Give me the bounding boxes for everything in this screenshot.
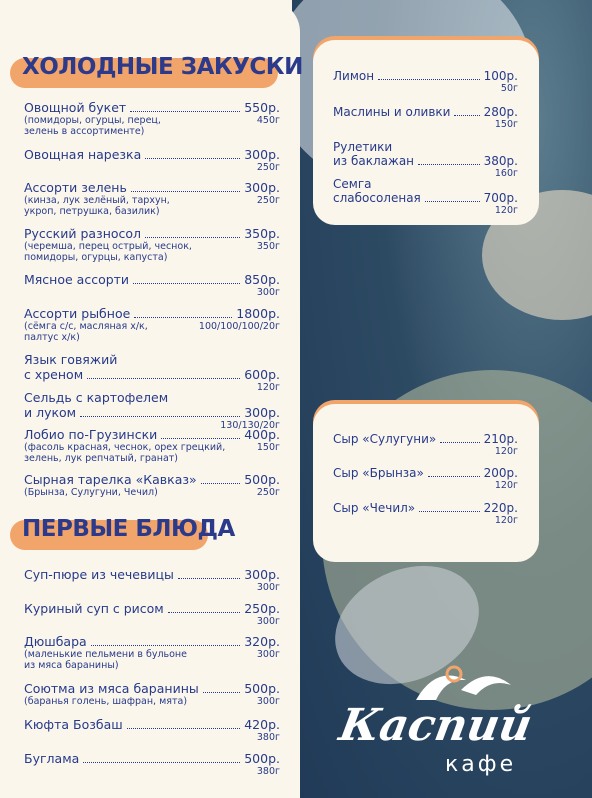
item-description: (маленькие пельмени в бульоне из мяса баранины) — [24, 649, 187, 671]
item-name: Куриный суп с рисом — [24, 601, 164, 616]
item-price: 420р. — [244, 717, 280, 732]
dot-leader — [87, 378, 240, 379]
item-weight: 130/130/20г — [220, 420, 280, 431]
item-price: 500р. — [244, 681, 280, 696]
menu-item — [24, 147, 280, 173]
dot-leader — [454, 115, 479, 116]
item-details — [333, 515, 518, 526]
dot-leader — [178, 578, 240, 579]
item-row — [333, 501, 518, 515]
dot-leader — [378, 79, 480, 80]
item-row — [24, 681, 280, 696]
item-name: Буглама — [24, 751, 80, 766]
item-details — [24, 115, 280, 137]
item-row — [24, 100, 280, 115]
item-details — [24, 487, 280, 498]
item-weight: 250г — [256, 195, 280, 206]
menu-item — [333, 466, 518, 491]
dot-leader — [131, 191, 240, 192]
item-weight: 250г — [256, 487, 280, 498]
item-row — [24, 567, 280, 582]
item-weight: 120г — [494, 480, 518, 491]
item-name-line — [333, 140, 518, 154]
item-row — [24, 367, 280, 382]
item-price: 1800р. — [236, 306, 280, 321]
section-title-text: ХОЛОДНЫЕ ЗАКУСКИ — [22, 54, 303, 80]
item-name: Русский разносол — [24, 226, 142, 241]
section-title-text: ПЕРВЫЕ БЛЮДА — [22, 516, 235, 542]
menu-item — [24, 306, 280, 343]
item-weight: 160г — [494, 168, 518, 179]
menu-item — [24, 272, 280, 298]
item-price: 350р. — [244, 226, 280, 241]
item-row — [333, 154, 518, 168]
item-name: Рулетики — [333, 140, 393, 154]
menu-item — [333, 140, 518, 179]
item-details — [24, 616, 280, 627]
item-name: Суп-пюре из чечевицы — [24, 567, 174, 582]
item-details — [24, 195, 280, 217]
item-name: Мясное ассорти — [24, 272, 130, 287]
menu-item — [24, 634, 280, 671]
item-price: 280р. — [483, 105, 518, 119]
item-weight: 120г — [256, 382, 280, 393]
item-weight: 300г — [256, 616, 280, 627]
item-details — [24, 321, 280, 343]
item-weight: 380г — [256, 766, 280, 777]
item-price: 500р. — [244, 472, 280, 487]
item-price: 300р. — [244, 405, 280, 420]
dot-leader — [419, 511, 480, 512]
item-name: из баклажан — [333, 154, 415, 168]
menu-item — [24, 601, 280, 627]
menu-item — [24, 226, 280, 263]
dot-leader — [127, 728, 241, 729]
item-weight: 120г — [494, 446, 518, 457]
cold-appetizers-heading — [10, 54, 303, 88]
dot-leader — [425, 201, 480, 202]
item-details — [24, 582, 280, 593]
menu-item — [24, 681, 280, 707]
dot-leader — [91, 645, 241, 646]
dot-leader — [134, 317, 232, 318]
item-row — [333, 191, 518, 205]
item-description: (помидоры, огурцы, перец, зелень в ассортименте) — [24, 115, 161, 137]
item-row — [24, 226, 280, 241]
item-row — [24, 601, 280, 616]
item-description: (Брынза, Сулугуни, Чечил) — [24, 487, 158, 498]
menu-item — [24, 567, 280, 593]
item-name: Лобио по-Грузински — [24, 427, 158, 442]
dot-leader — [80, 416, 240, 417]
item-name: Сыр «Брынза» — [333, 466, 424, 480]
menu-item — [333, 432, 518, 457]
item-price: 550р. — [244, 100, 280, 115]
item-row — [24, 717, 280, 732]
item-name: и луком — [24, 405, 77, 420]
item-name-line — [333, 177, 518, 191]
item-details — [333, 480, 518, 491]
item-row — [24, 147, 280, 162]
item-price: 220р. — [483, 501, 518, 515]
dot-leader — [161, 438, 240, 439]
dot-leader — [130, 111, 240, 112]
item-name: Семга — [333, 177, 372, 191]
item-price: 320р. — [244, 634, 280, 649]
item-name: Дюшбара — [24, 634, 87, 649]
item-price: 200р. — [483, 466, 518, 480]
item-price: 850р. — [244, 272, 280, 287]
first-courses-heading — [10, 516, 235, 550]
item-name: с хреном — [24, 367, 84, 382]
item-row — [24, 180, 280, 195]
item-description: (черемша, перец острый, чеснок, помидоры, огурцы, капуста) — [24, 241, 192, 263]
dot-leader — [133, 283, 240, 284]
item-weight: 120г — [494, 515, 518, 526]
item-row — [24, 634, 280, 649]
logo-name: Каспий — [335, 700, 536, 751]
logo-subtitle: кафе — [445, 752, 517, 777]
item-name-line — [24, 390, 280, 405]
item-details — [333, 446, 518, 457]
item-row — [24, 751, 280, 766]
item-name: Сыр «Сулугуни» — [333, 432, 437, 446]
item-name: Лимон — [333, 69, 375, 83]
dot-leader — [440, 442, 479, 443]
item-weight: 380г — [256, 732, 280, 743]
item-details — [333, 83, 518, 94]
item-description: (баранья голень, шафран, мята) — [24, 696, 188, 707]
item-row — [24, 405, 280, 420]
item-name: Ассорти рыбное — [24, 306, 131, 321]
item-weight: 450г — [256, 115, 280, 126]
item-weight: 300г — [256, 582, 280, 593]
dot-leader — [168, 612, 240, 613]
dot-leader — [83, 762, 240, 763]
menu-item — [24, 472, 280, 498]
menu-item — [24, 717, 280, 743]
menu-item — [24, 751, 280, 777]
item-name-line — [24, 352, 280, 367]
item-price: 700р. — [483, 191, 518, 205]
menu-item — [24, 180, 280, 217]
item-details — [24, 649, 280, 671]
item-price: 300р. — [244, 567, 280, 582]
item-row — [24, 472, 280, 487]
dot-leader — [418, 164, 480, 165]
item-row — [333, 105, 518, 119]
item-price: 600р. — [244, 367, 280, 382]
dot-leader — [145, 237, 240, 238]
item-description: (кинза, лук зелёный, тархун, укроп, петрушка, базилик) — [24, 195, 170, 217]
item-details — [24, 287, 280, 298]
item-details — [333, 205, 518, 216]
dot-leader — [428, 476, 480, 477]
menu-item — [24, 427, 280, 464]
item-description: (фасоль красная, чеснок, орех грецкий, зелень, лук репчатый, гранат) — [24, 442, 226, 464]
item-name: Сыр «Чечил» — [333, 501, 416, 515]
item-name: Сырная тарелка «Кавказ» — [24, 472, 197, 487]
item-name: слабосоленая — [333, 191, 421, 205]
item-details — [24, 766, 280, 777]
item-price: 300р. — [244, 180, 280, 195]
item-name: Овощная нарезка — [24, 147, 142, 162]
item-weight: 300г — [256, 287, 280, 298]
dot-leader — [145, 158, 240, 159]
item-row — [333, 466, 518, 480]
item-name: Сельдь с картофелем — [24, 390, 169, 405]
item-name: Овощной букет — [24, 100, 127, 115]
item-price: 300р. — [244, 147, 280, 162]
item-name: Маслины и оливки — [333, 105, 451, 119]
item-details — [24, 162, 280, 173]
item-details — [24, 732, 280, 743]
item-weight: 150г — [494, 119, 518, 130]
item-weight: 250г — [256, 162, 280, 173]
item-details — [24, 442, 280, 464]
item-description: (сёмга с/с, масляная х/к, палтус х/к) — [24, 321, 148, 343]
item-weight: 120г — [494, 205, 518, 216]
item-name: Соютма из мяса баранины — [24, 681, 199, 696]
item-price: 250р. — [244, 601, 280, 616]
menu-item — [333, 105, 518, 130]
item-details — [24, 696, 280, 707]
dot-leader — [203, 692, 240, 693]
dot-leader — [201, 483, 241, 484]
item-name: Ассорти зелень — [24, 180, 127, 195]
item-name: Язык говяжий — [24, 352, 118, 367]
item-price: 380р. — [483, 154, 518, 168]
menu-item — [333, 69, 518, 94]
menu-item — [24, 100, 280, 137]
item-details — [24, 241, 280, 263]
item-weight: 300г — [256, 696, 280, 707]
item-weight: 100/100/100/20г — [198, 321, 280, 332]
item-weight: 150г — [256, 442, 280, 453]
item-row — [24, 427, 280, 442]
item-row — [24, 306, 280, 321]
menu-item — [24, 352, 280, 393]
item-price: 500р. — [244, 751, 280, 766]
menu-item — [24, 390, 280, 431]
item-price: 400р. — [244, 427, 280, 442]
item-price: 100р. — [483, 69, 518, 83]
item-weight: 300г — [256, 649, 280, 660]
item-price: 210р. — [483, 432, 518, 446]
item-weight: 350г — [256, 241, 280, 252]
item-row — [333, 432, 518, 446]
menu-item — [333, 501, 518, 526]
menu-item — [333, 177, 518, 216]
item-name: Кюфта Бозбаш — [24, 717, 123, 732]
item-row — [24, 272, 280, 287]
item-row — [333, 69, 518, 83]
item-weight: 50г — [500, 83, 518, 94]
item-details — [333, 119, 518, 130]
